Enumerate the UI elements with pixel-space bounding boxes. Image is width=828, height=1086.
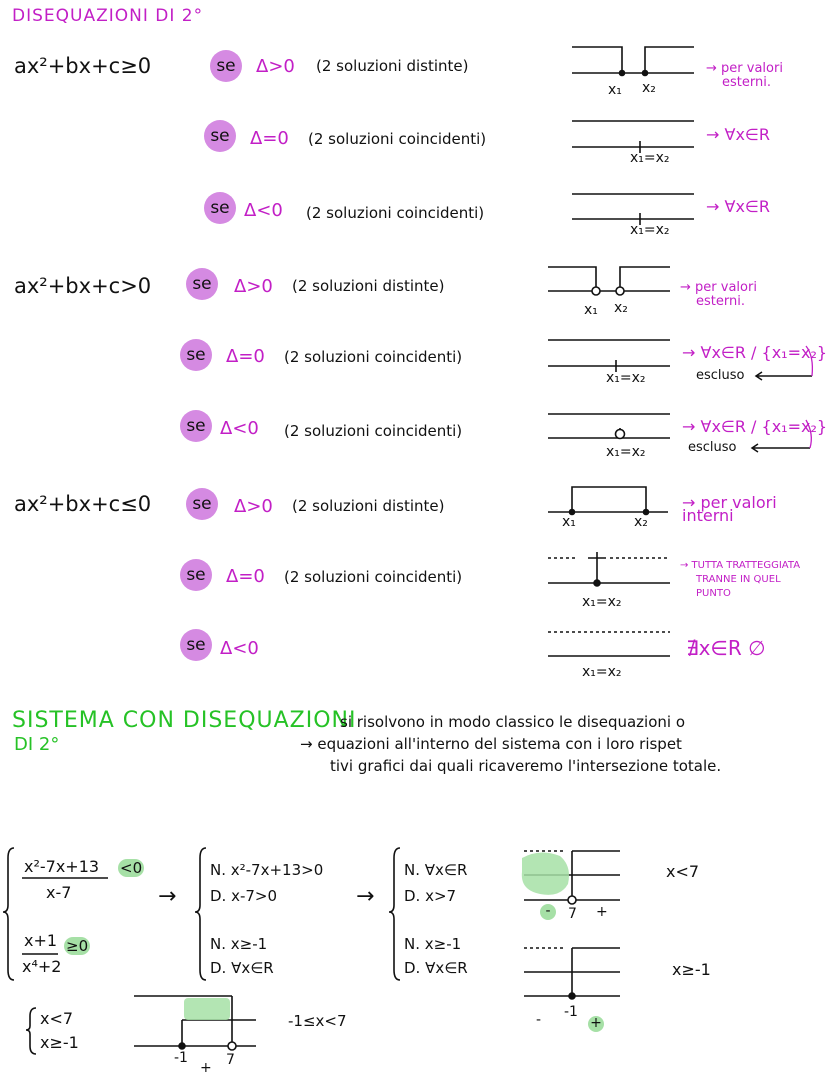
- root-label-x1x2: x₁=x₂: [582, 594, 622, 610]
- root-label-x1: x₁: [584, 302, 598, 318]
- graph1-plus: +: [596, 904, 608, 920]
- root-label-x2: x₂: [614, 300, 628, 316]
- solution-description: (2 soluzioni coincidenti): [284, 348, 463, 366]
- final-result: -1≤x<7: [288, 1012, 347, 1030]
- delta-condition: Δ>0: [234, 276, 273, 297]
- sys1-den1: x-7: [46, 883, 72, 902]
- arrow-escluso: [752, 444, 810, 452]
- delta-condition: Δ>0: [234, 496, 273, 517]
- root-label-x1: x₁: [562, 514, 576, 530]
- result-text: → per valori: [680, 280, 757, 295]
- sys2-line4: D. ∀x∈R: [210, 959, 274, 977]
- arrow-1: →: [158, 884, 177, 909]
- root-label-x1x2: x₁=x₂: [630, 222, 670, 238]
- result-text: → ∀x∈R / {x₁=x₂}: [682, 343, 828, 362]
- escluso-note: escluso: [696, 368, 745, 383]
- delta-condition: Δ=0: [226, 346, 265, 367]
- graph1-result: x<7: [666, 862, 700, 881]
- brace-final: [26, 1008, 36, 1054]
- system-text-line3: tivi grafici dai quali ricaveremo l'intersezione totale.: [330, 757, 722, 775]
- root-point: [569, 993, 575, 999]
- sys3-line4: D. ∀x∈R: [404, 959, 468, 977]
- graph2-result: x≥-1: [672, 960, 711, 979]
- sys1-rel2-highlight: ≥0: [66, 937, 89, 955]
- delta-condition: Δ=0: [226, 566, 265, 587]
- result-text: → per valori: [706, 61, 783, 76]
- final-line1: x<7: [40, 1009, 74, 1028]
- sys2-line2: D. x-7>0: [210, 887, 278, 905]
- escluso-note: escluso: [688, 440, 737, 455]
- delta-condition: Δ>0: [256, 56, 295, 77]
- open-root: [592, 287, 600, 295]
- result-text: → ∀x∈R: [706, 197, 770, 216]
- root-label-x2: x₂: [634, 514, 648, 530]
- final-tick1: -1: [174, 1050, 188, 1066]
- sys1-rel1-highlight: <0: [120, 859, 143, 877]
- sys3-line1: N. ∀x∈R: [404, 861, 468, 879]
- brace-sys2: [195, 848, 206, 980]
- graph1-tick: 7: [568, 906, 577, 922]
- system-text-line1: si risolvono in modo classico le disequazioni o: [340, 713, 685, 731]
- arrow-2: →: [356, 884, 375, 909]
- open-root: [616, 287, 624, 295]
- solution-description: (2 soluzioni coincidenti): [284, 568, 463, 586]
- sys2-line3: N. x≥-1: [210, 935, 268, 953]
- sys1-num2: x+1: [24, 931, 58, 950]
- result-text-cont: esterni.: [696, 294, 745, 309]
- system-subtitle: DI 2°: [14, 734, 60, 755]
- sys3-line3: N. x≥-1: [404, 935, 462, 953]
- open-root: [616, 430, 625, 439]
- page-title: DISEQUAZIONI DI 2°: [12, 6, 204, 26]
- se-badge: se: [186, 488, 218, 520]
- brace-sys3: [389, 848, 400, 980]
- se-badge: se: [180, 410, 212, 442]
- solution-description: (2 soluzioni coincidenti): [306, 204, 485, 222]
- graph2-minus: -: [536, 1012, 542, 1028]
- se-badge: se: [180, 559, 212, 591]
- root-point: [620, 71, 625, 76]
- root-point: [570, 510, 575, 515]
- result-text-cont: PUNTO: [696, 588, 731, 599]
- solution-description: (2 soluzioni distinte): [292, 277, 445, 295]
- result-text: ∄x∈R ∅: [686, 636, 766, 660]
- sign-line: [548, 267, 596, 291]
- se-badge: se: [180, 629, 212, 661]
- root-label-x1x2: x₁=x₂: [630, 150, 670, 166]
- solution-description: (2 soluzioni distinte): [316, 57, 469, 75]
- inequality-gt: ax²+bx+c>0: [14, 274, 152, 298]
- se-badge: se: [180, 339, 212, 371]
- delta-condition: Δ<0: [244, 200, 283, 221]
- result-text: → TUTTA TRATTEGGIATA: [680, 560, 801, 571]
- sign-line: [572, 487, 646, 512]
- sys2-line1: N. x²-7x+13>0: [210, 861, 324, 879]
- root-label-x1x2: x₁=x₂: [606, 370, 646, 386]
- system-title: SISTEMA CON DISEQUAZIONI: [12, 708, 357, 733]
- final-plus: +: [200, 1060, 212, 1076]
- root-point: [179, 1043, 185, 1049]
- se-badge: se: [204, 192, 236, 224]
- sys1-den2: x⁴+2: [22, 957, 62, 976]
- solution-description: (2 soluzioni coincidenti): [284, 422, 463, 440]
- se-badge: se: [204, 120, 236, 152]
- se-badge: se: [186, 268, 218, 300]
- shaded-region: [184, 998, 230, 1020]
- brace-sys1: [3, 848, 14, 980]
- sys3-line2: D. x>7: [404, 887, 457, 905]
- curly-connector: [806, 346, 812, 376]
- delta-condition: Δ<0: [220, 638, 259, 659]
- inequality-ge: ax²+bx+c≥0: [14, 54, 152, 78]
- shaded-region: [522, 852, 569, 894]
- result-text-cont: esterni.: [722, 75, 771, 90]
- root-point: [644, 510, 649, 515]
- result-text: → ∀x∈R: [706, 125, 770, 144]
- final-line2: x≥-1: [40, 1033, 79, 1052]
- sign-line: [572, 47, 622, 73]
- solution-description: (2 soluzioni coincidenti): [308, 130, 487, 148]
- root-label-x1: x₁: [608, 82, 622, 98]
- root-point: [643, 71, 648, 76]
- sign-line: [620, 267, 670, 291]
- delta-condition: Δ<0: [220, 418, 259, 439]
- result-text: → ∀x∈R / {x₁=x₂}: [682, 417, 828, 436]
- graph2-plus: +: [588, 1016, 604, 1032]
- open-root: [568, 896, 576, 904]
- root-label-x1x2: x₁=x₂: [606, 444, 646, 460]
- sys1-num1: x²-7x+13: [24, 857, 100, 876]
- root-label-x2: x₂: [642, 80, 656, 96]
- curly-connector: [806, 420, 811, 448]
- root-point: [594, 580, 600, 586]
- graph2-tick: -1: [564, 1004, 578, 1020]
- inequality-le: ax²+bx+c≤0: [14, 492, 152, 516]
- open-root: [228, 1042, 236, 1050]
- result-text-cont: TRANNE IN QUEL: [696, 574, 781, 585]
- se-badge: se: [210, 50, 242, 82]
- arrow-escluso: [756, 372, 812, 380]
- graph1-minus: -: [540, 904, 556, 920]
- solution-description: (2 soluzioni distinte): [292, 497, 445, 515]
- sign-line: [645, 47, 694, 73]
- root-label-x1x2: x₁=x₂: [582, 664, 622, 680]
- result-text: → per valori interni: [682, 493, 777, 525]
- delta-condition: Δ=0: [250, 128, 289, 149]
- system-text-line2: → equazioni all'interno del sistema con i loro rispet: [300, 735, 682, 753]
- final-tick2: 7: [226, 1052, 235, 1068]
